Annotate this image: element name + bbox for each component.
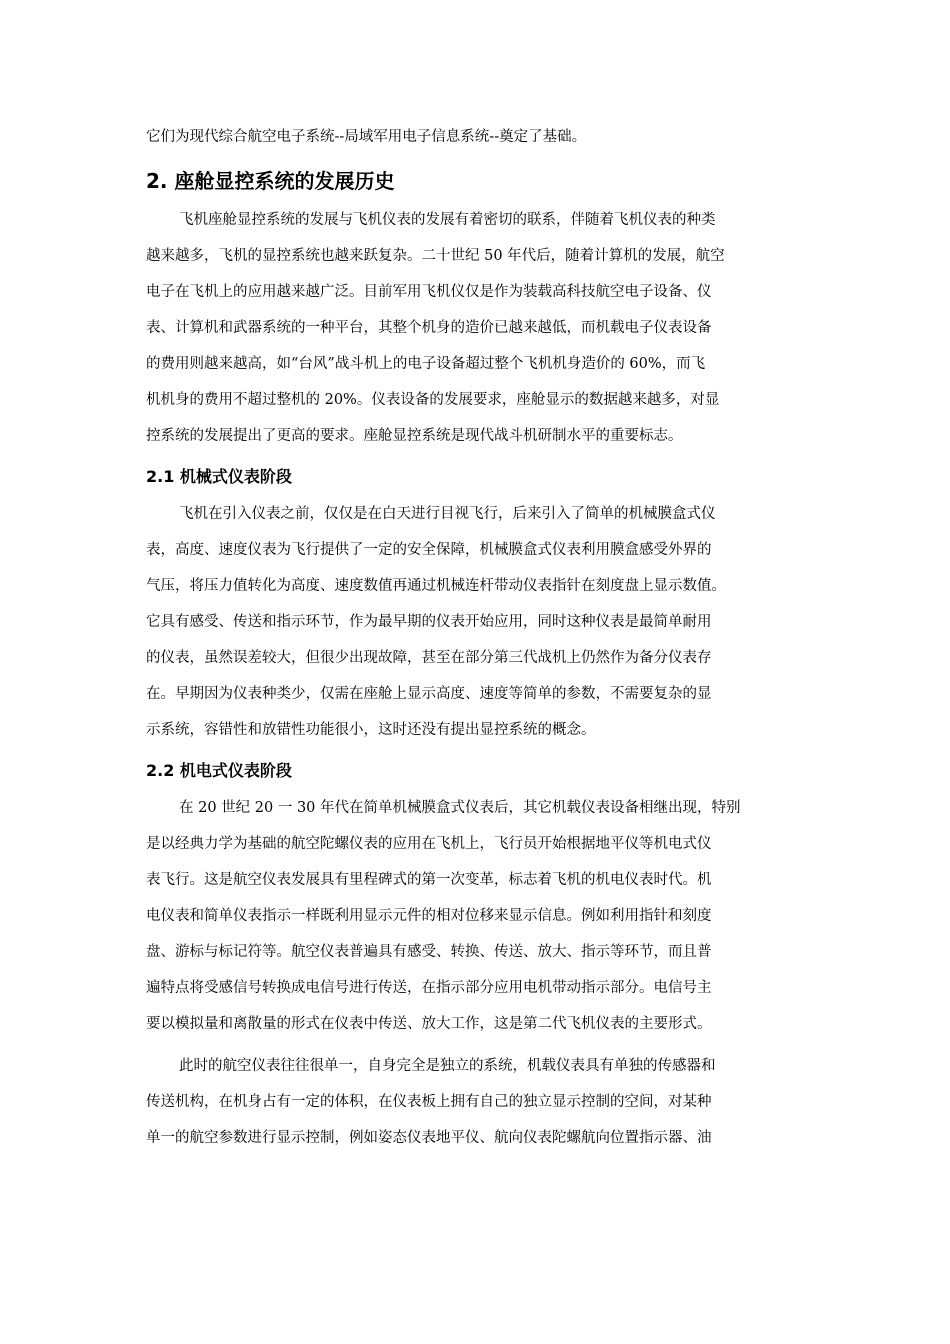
- paragraph-independent-instruments: [146, 1048, 806, 1156]
- document-page: [146, 122, 806, 1162]
- paragraph-line: 的仪表，虽然误差较大，但很少出现故障，甚至在部分第三代战机上仍然作为备分仪表存: [146, 650, 712, 666]
- section-heading-history: 2. 座舱显控系统的发展历史: [146, 169, 395, 193]
- paragraph-line: 气压，将压力值转化为高度、速度数值再通过机械连杆带动仪表指针在刻度盘上显示数值。: [146, 578, 726, 594]
- paragraph-line: 要以模拟量和离散量的形式在仪表中传送、放大工作，这是第二代飞机仪表的主要形式。: [146, 1016, 712, 1032]
- paragraph-electromechanical: [146, 790, 806, 1042]
- paragraph-line: 它具有感受、传送和指示环节，作为最早期的仪表开始应用，同时这种仪表是最简单耐用: [146, 614, 712, 630]
- subsection-heading-electromechanical: 2.2 机电式仪表阶段: [146, 761, 292, 780]
- paragraph-line: 表、计算机和武器系统的一种平台，其整个机身的造价已越来越低，而机载电子仪表设备: [146, 320, 712, 336]
- subsection-heading-mechanical: 2.1 机械式仪表阶段: [146, 467, 292, 486]
- paragraph-line: 此时的航空仪表往往很单一，自身完全是独立的系统，机载仪表具有单独的传感器和: [179, 1058, 716, 1074]
- paragraph-line: 是以经典力学为基础的航空陀螺仪表的应用在飞机上，飞行员开始根据地平仪等机电式仪: [146, 836, 712, 852]
- paragraph-line: 控系统的发展提出了更高的要求。座舱显控系统是现代战斗机研制水平的重要标志。: [146, 428, 683, 444]
- paragraph-line: 单一的航空参数进行显示控制，例如姿态仪表地平仪、航向仪表陀螺航向位置指示器、油: [146, 1130, 712, 1146]
- paragraph-line: 传送机构，在机身占有一定的体积，在仪表板上拥有自己的独立显示控制的空间，对某种: [146, 1094, 712, 1110]
- paragraph-line: 表，高度、速度仪表为飞行提供了一定的安全保障，机械膜盒式仪表利用膜盒感受外界的: [146, 542, 712, 558]
- paragraph-line: 在。早期因为仪表种类少，仅需在座舱上显示高度、速度等简单的参数，不需要复杂的显: [146, 686, 712, 702]
- paragraph-line: 电仪表和简单仪表指示一样既利用显示元件的相对位移来显示信息。例如利用指针和刻度: [146, 908, 712, 924]
- paragraph-line: 机机身的费用不超过整机的 20%。仪表设备的发展要求，座舱显示的数据越来越多，对显: [146, 392, 720, 408]
- paragraph-line: 盘、游标与标记符等。航空仪表普遍具有感受、转换、传送、放大、指示等环节，而且普: [146, 944, 712, 960]
- paragraph-line: 飞机在引入仪表之前，仅仅是在白天进行目视飞行，后来引入了简单的机械膜盒式仪: [179, 506, 716, 522]
- paragraph-history: [146, 202, 806, 454]
- paragraph-line: 表飞行。这是航空仪表发展具有里程碑式的第一次变革，标志着飞机的机电仪表时代。机: [146, 872, 712, 888]
- paragraph-line: 遍特点将受感信号转换成电信号进行传送，在指示部分应用电机带动指示部分。电信号主: [146, 980, 712, 996]
- paragraph-line: 在 20 世纪 20 一 30 年代在简单机械膜盒式仪表后，其它机载仪表设备相继出现，特别: [179, 800, 741, 816]
- lead-text-line: 它们为现代综合航空电子系统--局域军用电子信息系统--奠定了基础。: [146, 129, 587, 145]
- paragraph-line: 飞机座舱显控系统的发展与飞机仪表的发展有着密切的联系，伴随着飞机仪表的种类: [179, 212, 716, 228]
- paragraph-line: 越来越多，飞机的显控系统也越来跃复杂。二十世纪 50 年代后，随着计算机的发展，航空: [146, 248, 725, 264]
- paragraph-line: 电子在飞机上的应用越来越广泛。目前军用飞机仪仅是作为装载高科技航空电子设备、仪: [146, 284, 712, 300]
- paragraph-line: 的费用则越来越高，如“台风”战斗机上的电子设备超过整个飞机机身造价的 60%，而飞: [146, 356, 706, 372]
- paragraph-mechanical: [146, 496, 806, 748]
- paragraph-line: 示系统，容错性和放错性功能很小，这时还没有提出显控系统的概念。: [146, 722, 596, 738]
